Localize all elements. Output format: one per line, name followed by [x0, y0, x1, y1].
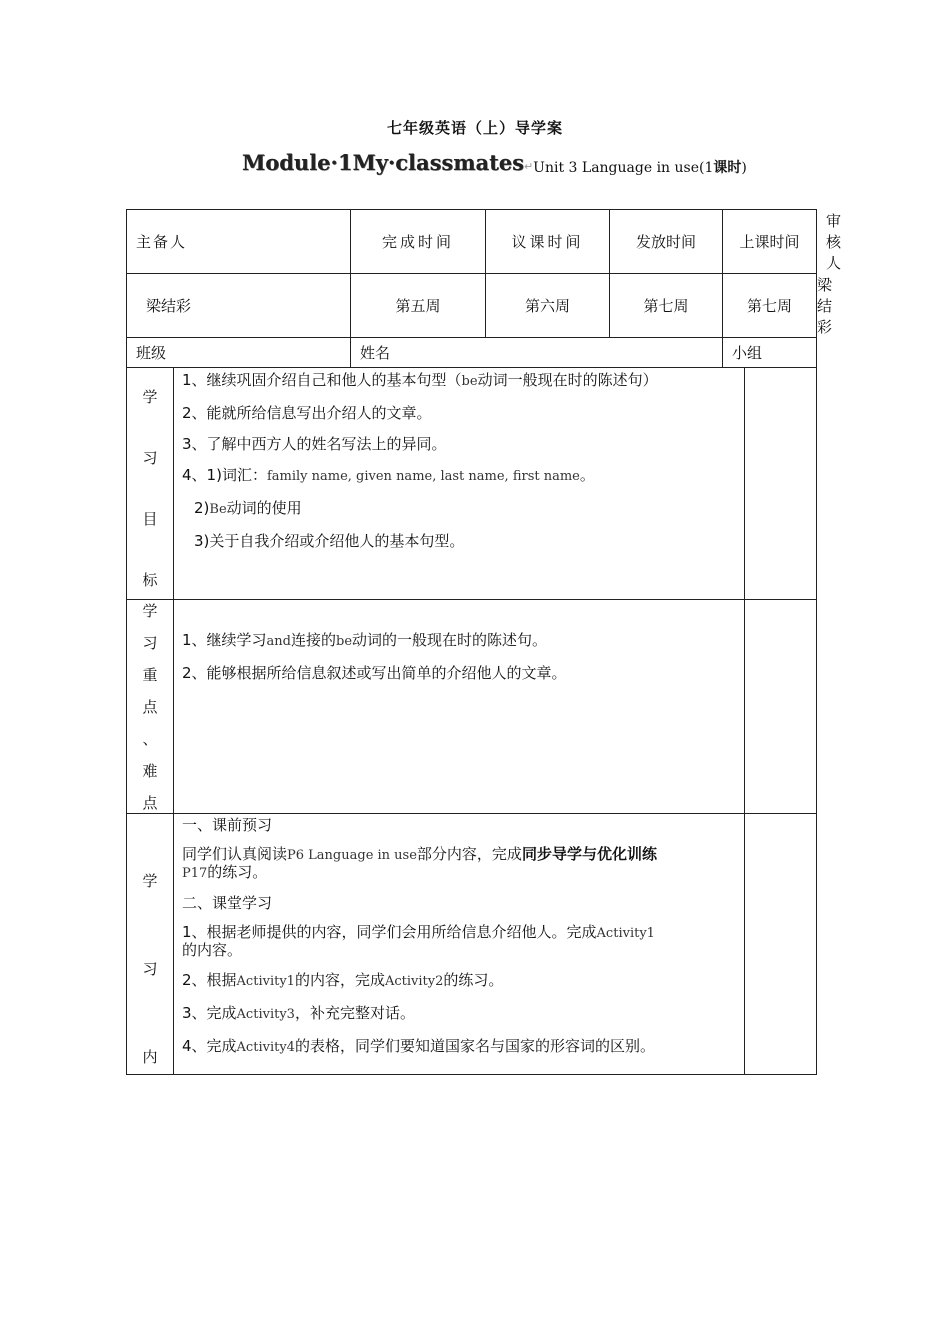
header-label-row: 主备人 完成时间 议课时间 发放时间 上课时间 审核人	[127, 210, 817, 274]
group-field: 小组	[723, 338, 817, 368]
header-value-row: 梁结彩 第五周 第六周 第七周 第七周 梁结彩	[127, 274, 817, 338]
key-point-2: 2、能够根据所给信息叙述或写出简单的介绍他人的文章。	[182, 664, 567, 682]
objectives-content	[174, 368, 745, 600]
module-title: Module·1My·classmates	[242, 150, 524, 175]
objective-4-2: 2)Be动词的使用	[194, 499, 302, 517]
preview-heading: 一、课前预习	[182, 816, 273, 834]
key-points-notes-cell	[745, 600, 817, 814]
classroom-item-4: 4、完成Activity4的表格，同学们要知道国家名与国家的形容词的区别。	[182, 1037, 655, 1055]
objective-4-3: 3)关于自我介绍或介绍他人的基本句型。	[194, 532, 465, 550]
classroom-item-1: 1、根据老师提供的内容，同学们会用所给信息介绍他人。完成Activity1 的内容。	[182, 923, 655, 959]
content-notes-cell	[745, 814, 817, 1075]
objective-2: 2、能就所给信息写出介绍人的文章。	[182, 404, 432, 422]
unit-title: Unit 3 Language in use(1课时)	[533, 160, 747, 176]
name-field: 姓名	[351, 338, 723, 368]
header-label-issue-time: 发放时间	[610, 210, 723, 274]
content-side-label: 学 习 内	[127, 814, 174, 1075]
lesson-plan-table	[126, 209, 842, 1075]
classroom-heading: 二、课堂学习	[182, 894, 273, 912]
info-row	[127, 338, 817, 368]
objectives-row	[127, 368, 817, 600]
header-value-preparer: 梁结彩	[127, 274, 351, 338]
header-value-issue-time: 第七周	[610, 274, 723, 338]
classroom-item-3: 3、完成Activity3，补充完整对话。	[182, 1004, 415, 1022]
module-subtitle	[242, 150, 747, 175]
header-label-complete-time: 完成时间	[351, 210, 486, 274]
objective-4: 4、1)词汇：family name, given name, last name, first name。	[182, 466, 595, 484]
paragraph-return-mark: ↵	[523, 160, 534, 173]
header-label-discuss-time: 议课时间	[486, 210, 610, 274]
key-point-1: 1、继续学习and连接的be动词的一般现在时的陈述句。	[182, 631, 548, 649]
key-points-content	[174, 600, 745, 814]
document-title: 七年级英语（上）导学案	[386, 119, 563, 137]
objectives-notes-cell	[745, 368, 817, 600]
objectives-side-label: 学 习 目 标	[127, 368, 174, 600]
objective-1: 1、继续巩固介绍自己和他人的基本句型（be动词一般现在时的陈述句）	[182, 371, 658, 389]
header-value-complete-time: 第五周	[351, 274, 486, 338]
content-row	[127, 814, 817, 1075]
header-value-class-time: 第七周	[723, 274, 817, 338]
key-points-side-label: 学 习 重 点 、 难 点	[127, 600, 174, 814]
key-points-row	[127, 600, 817, 814]
learning-content	[174, 814, 745, 1075]
objective-3: 3、了解中西方人的姓名写法上的异同。	[182, 435, 447, 453]
header-label-preparer: 主备人	[127, 210, 351, 274]
header-label-class-time: 上课时间	[723, 210, 817, 274]
preview-paragraph: 同学们认真阅读P6 Language in use部分内容，完成同步导学与优化训练 P17的练习。	[182, 845, 657, 881]
header-value-discuss-time: 第六周	[486, 274, 610, 338]
class-field: 班级	[127, 338, 351, 368]
classroom-item-2: 2、根据Activity1的内容，完成Activity2的练习。	[182, 971, 504, 989]
